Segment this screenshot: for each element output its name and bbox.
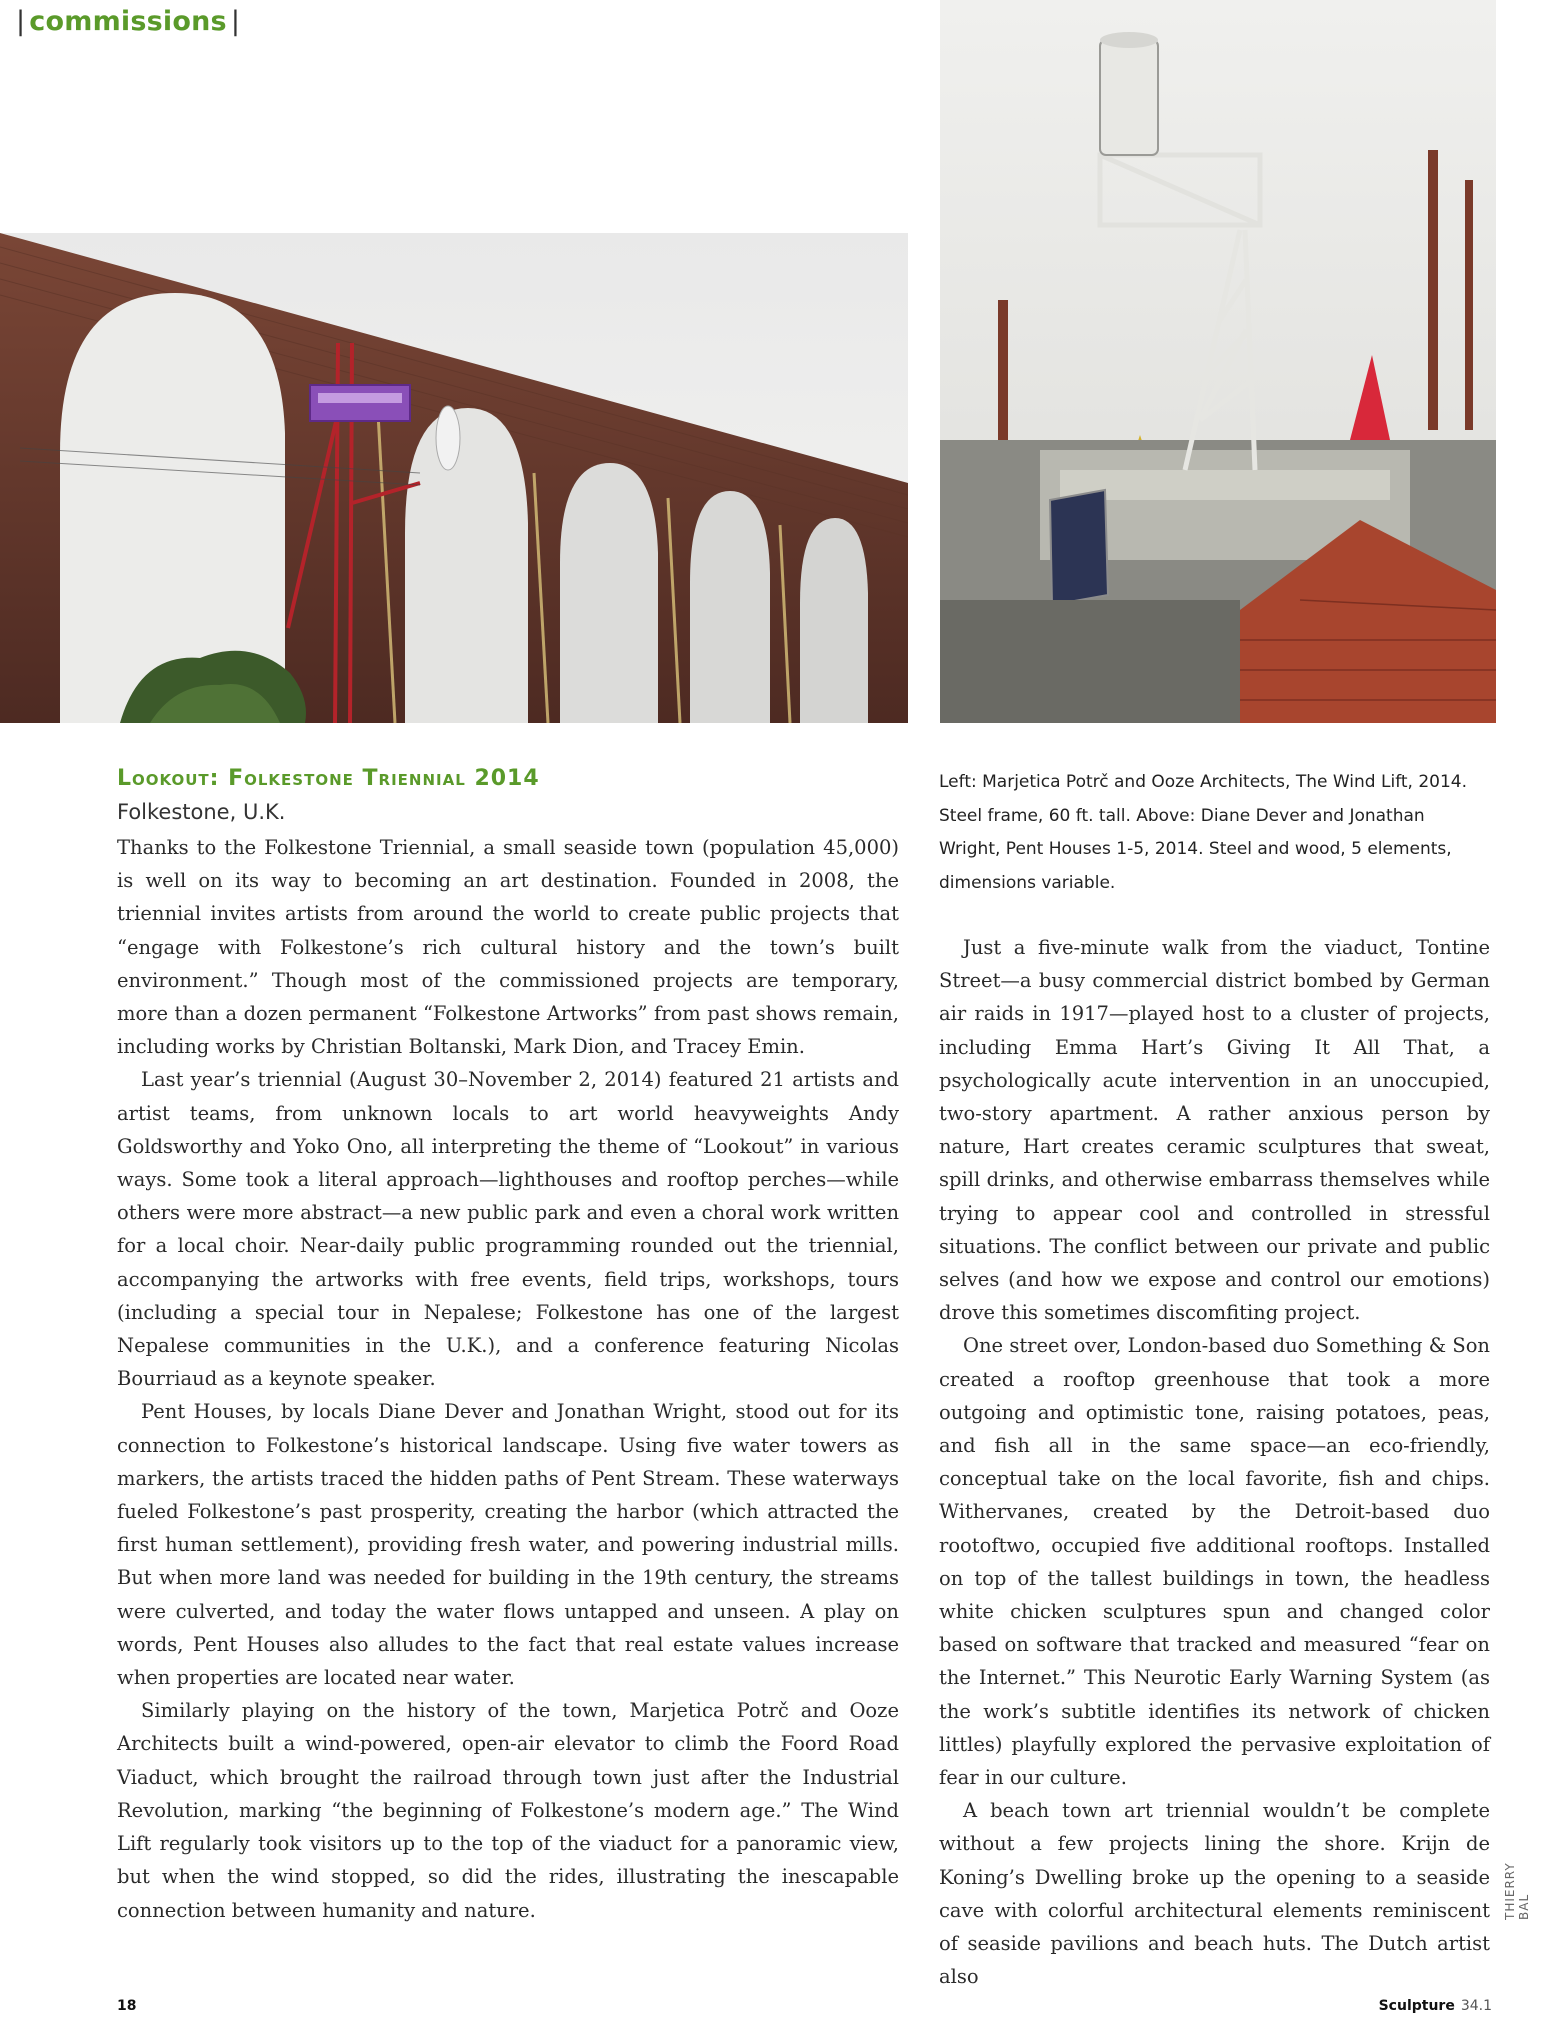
body-paragraph: Last year’s triennial (August 30–November 2, 2014) featured 21 artists and artist teams, from unknown locals to art world heavyweights Andy Goldsworthy and Yoko Ono, all interpreting the theme of “Lookout” in various ways. Some took a literal approach—lighthouses and rooftop perches—while others were more abstract—a new public park and even a choral work written for a local choir. Near-daily public programming rounded out the triennial, accompanying the artworks with free events, field trips, workshops, tours (including a special tour in Nepalese; Folkestone has one of the largest Nepalese communities in the U.K.), and a conference featuring Nicolas Bourriaud as a keynote speaker. (117, 1068, 899, 1391)
body-paragraph: Just a five-minute walk from the viaduct, Tontine Street—a busy commercial district bombed by German air raids in 1917—played host to a cluster of projects, including Emma Hart’s Giving It All That, a psychologically acute intervention in an unoccupied, two-story apartment. A rather anxious person by nature, Hart creates ceramic sculptures that sweat, spill drinks, and otherwise embarrass themselves while trying to appear cool and controlled in stressful situations. The conflict between our private and public selves (and how we expose and control our emotions) drove this sometimes discomfiting project. (939, 936, 1490, 1325)
magazine-footer (1379, 1998, 1492, 2014)
left-column (117, 831, 899, 1927)
body-paragraph: Thanks to the Folkestone Triennial, a small seaside town (population 45,000) is well on its way to becoming an art destination. Founded in 2008, the triennial invites artists from around the world to create public projects that “engage with Folkestone’s rich cultural history and the town’s built environment.” Though most of the commissioned projects are temporary, more than a dozen permanent “Folkestone Artworks” from past shows remain, including works by Christian Boltanski, Mark Dion, and Tracey Emin. (117, 836, 899, 1059)
viaduct-photo (0, 233, 908, 723)
divider-bar: | (16, 6, 26, 37)
photo-credit: THIERRY BAL (1503, 1862, 1531, 1920)
body-paragraph: Pent Houses, by locals Diane Dever and Jonathan Wright, stood out for its connection to Folkestone’s historical landscape. Using five water towers as markers, the artists traced the hidden paths of Pent Stream. These waterways fueled Folkestone’s past prosperity, creating the harbor (which attracted the first human settlement), providing fresh water, and powering industrial mills. But when more land was needed for building in the 19th century, the streams were culverted, and today the water flows untapped and unseen. A play on words, Pent Houses also alludes to the fact that real estate values increase when properties are located near water. (117, 1400, 899, 1690)
pent-houses-photo (940, 0, 1496, 723)
body-paragraph: A beach town art triennial wouldn’t be complete without a few projects lining the shore. Krijn de Koning’s Dwelling broke up the opening to a seaside cave with colorful architectural elements reminiscent of seaside pavilions and beach huts. The Dutch artist also (939, 1799, 1490, 1989)
magazine-title: Sculpture (1378, 1998, 1455, 2014)
right-column (939, 931, 1490, 1994)
pent-houses-illustration (940, 0, 1496, 723)
page-number: 18 (117, 1998, 137, 2014)
divider-bar: | (230, 6, 241, 37)
section-label: commissions (29, 6, 227, 37)
body-paragraph: Similarly playing on the history of the town, Marjetica Potrč and Ooze Architects built a wind-powered, open-air elevator to climb the Foord Road Viaduct, which brought the railroad through town just after the Industrial Revolution, marking “the beginning of Folkestone’s modern age.” The Wind Lift regularly took visitors up to the top of the viaduct for a panoramic view, but when the wind stopped, so did the rides, illustrating the inescapable connection between humanity and nature. (117, 1699, 899, 1922)
article-title: Lookout: Folkestone Triennial 2014 (117, 766, 540, 791)
article-location: Folkestone, U.K. (117, 800, 286, 824)
issue-number: 34.1 (1460, 1998, 1492, 2014)
viaduct-illustration (0, 233, 908, 723)
photo-caption (939, 766, 1490, 900)
section-tag (12, 6, 244, 37)
body-paragraph: One street over, London-based duo Something & Son created a rooftop greenhouse that took a more outgoing and optimistic tone, raising potatoes, peas, and fish all in the same space—an eco-friendly, conceptual take on the local favorite, fish and chips. Withervanes, created by the Detroit-based duo rootoftwo, occupied five additional rooftops. Installed on top of the tallest buildings in town, the headless white chicken sculptures spun and changed color based on software that tracked and measured “fear on the Internet.” This Neurotic Early Warning System (as the work’s subtitle identifies its network of chicken littles) playfully explored the pervasive exploitation of fear in our culture. (939, 1334, 1490, 1790)
caption-text: Left: Marjetica Potrč and Ooze Architects, The Wind Lift, 2014. Steel frame, 60 ft. tall. Above: Diane Dever and Jonathan Wright, Pent Houses 1-5, 2014. Steel and wood, 5 elements, dimensions variable. (939, 772, 1468, 893)
